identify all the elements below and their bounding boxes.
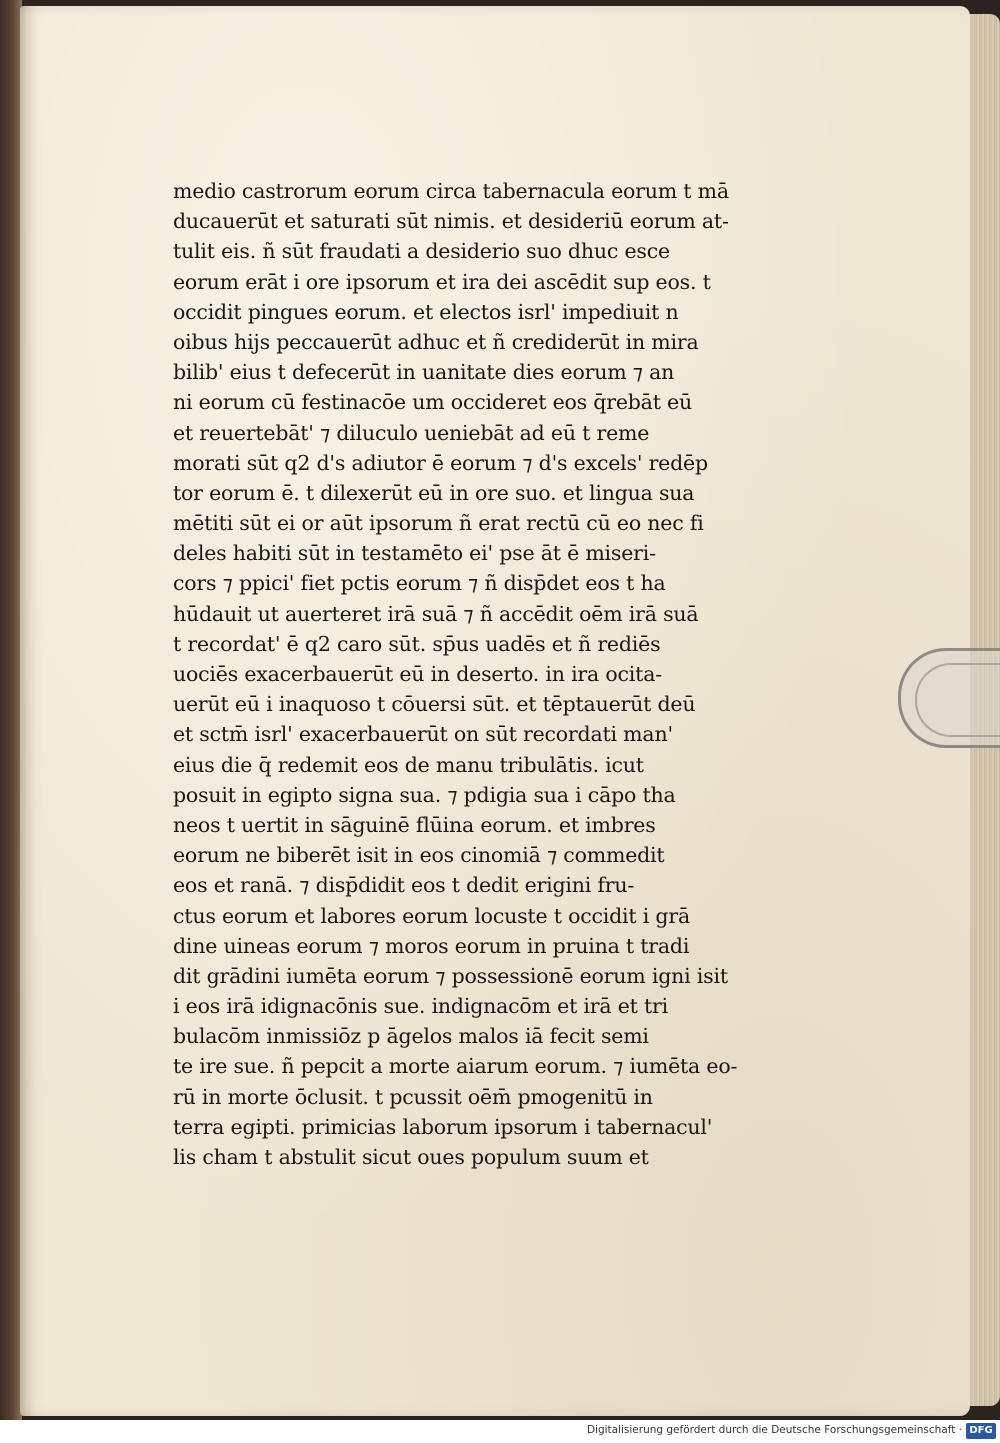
text-line: hūdauit ut auerteret irā suā ⁊ ñ accēdit oēm irā suā (173, 601, 699, 626)
page-paper (20, 6, 970, 1416)
text-line: deles habiti sūt in testamēto ei' pse āt ē miseri- (173, 541, 656, 566)
text-line: uerūt eū i inaquoso t cōuersi sūt. et tēptauerūt deū (173, 692, 696, 717)
text-line: et reuertebāt' ⁊ diluculo ueniebāt ad eū t reme (173, 420, 650, 445)
text-line: neos t uertit in sāguinē flūina eorum. et imbres (173, 812, 656, 837)
dfg-logo: DFG (966, 1423, 996, 1439)
text-line: tor eorum ē. t dilexerūt eū in ore suo. et lingua sua (173, 480, 695, 505)
text-line: i eos irā idignacōnis sue. indignacōm et irā et tri (173, 994, 668, 1019)
page-clip-inner (915, 663, 1000, 737)
text-line: bulacōm inmissiōz p āgelos malos iā fecit semi (173, 1024, 649, 1049)
text-line: posuit in egipto signa sua. ⁊ pdigia sua i cāpo tha (173, 782, 676, 807)
text-line: morati sūt q2 d's adiutor ē eorum ⁊ d's excels' redēp (173, 450, 708, 475)
text-line: tulit eis. ñ sūt fraudati a desiderio suo dhuc esce (173, 239, 670, 264)
text-line: occidit pingues eorum. et electos isrl' impediuit n (173, 299, 679, 324)
text-line: bilib' eius t defecerūt in uanitate dies eorum ⁊ an (173, 360, 675, 385)
text-line: et sctm̄ isrl' exacerbauerūt on sūt recordati man' (173, 722, 673, 747)
text-line: uociēs exacerbauerūt eū in deserto. in ira ocita- (173, 662, 662, 686)
text-line: dine uineas eorum ⁊ moros eorum in pruina t tradi (173, 933, 690, 958)
text-line: te ire sue. ñ pepcit a morte aiarum eorum. ⁊ iumēta eo- (173, 1054, 738, 1079)
text-line: eorum ne biberēt isit in eos cinomiā ⁊ commedit (173, 843, 665, 868)
text-line: rū in morte ōclusit. t pcussit oēm̄ pmogenitū in (173, 1084, 653, 1109)
text-line: mētiti sūt ei or aūt ipsorum ñ erat rectū cū eo nec fi (173, 511, 704, 536)
text-line: eius die q̄ redemit eos de manu tribulātis. icut (173, 752, 644, 777)
text-line: eorum erāt i ore ipsorum et ira dei ascēdit sup eos. t (173, 269, 711, 294)
text-line: ducauerūt et saturati sūt nimis. et desideriū eorum at- (173, 209, 729, 234)
text-line: dit grādini iumēta eorum ⁊ possessionē eorum igni isit (173, 963, 728, 988)
text-line: t recordat' ē q2 caro sūt. sp̄us uadēs et ñ rediēs (173, 631, 661, 656)
text-line: oibus hijs peccauerūt adhuc et ñ crediderūt in mira (173, 329, 699, 354)
text-line: medio castrorum eorum circa tabernacula eorum t mā (173, 179, 729, 203)
printed-text-block (173, 176, 763, 1172)
text-line: terra egipti. primicias laborum ipsorum i tabernacul' (173, 1114, 713, 1139)
digitization-footer (0, 1420, 1000, 1443)
book-spine (0, 0, 22, 1420)
text-line: lis cham t abstulit sicut oues populum suum et (173, 1145, 649, 1169)
text-line: eos et ranā. ⁊ disp̄didit eos t dedit erigini fru- (173, 873, 635, 898)
text-line: ni eorum cū festinacōe um occideret eos q̄rebāt eū (173, 390, 692, 415)
text-line: cors ⁊ ppici' fiet pctis eorum ⁊ ñ disp̄det eos t ha (173, 571, 666, 596)
page-clip (898, 648, 1000, 748)
funding-credit: Digitalisierung gefördert durch die Deutsche Forschungsgemeinschaft · (586, 1424, 962, 1436)
text-line: ctus eorum et labores eorum locuste t occidit i grā (173, 903, 690, 928)
